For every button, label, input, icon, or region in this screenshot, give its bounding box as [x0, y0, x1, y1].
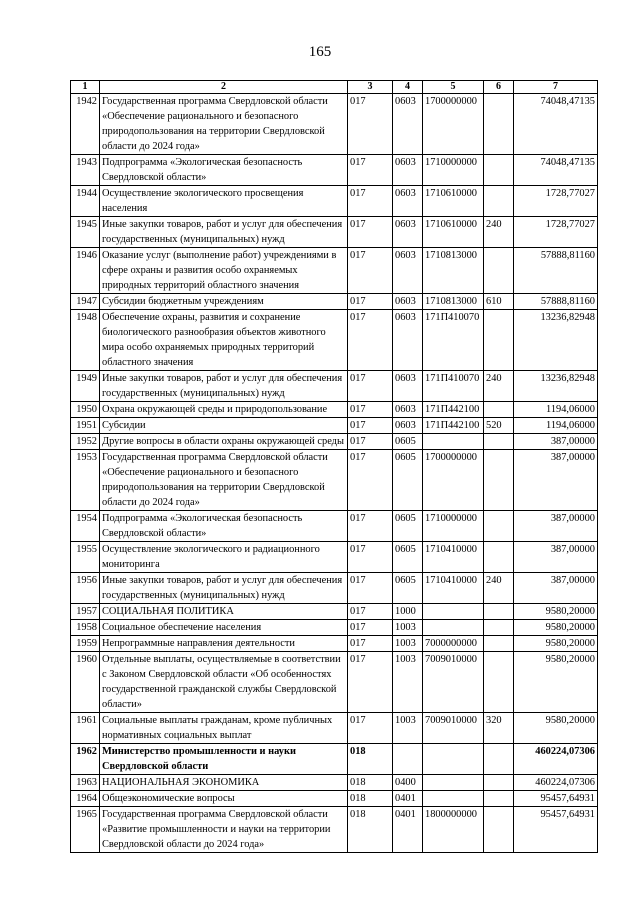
row-expense-type: 240	[484, 573, 514, 604]
row-number: 1942	[71, 94, 100, 155]
row-description: Отдельные выплаты, осуществляемые в соответствии с Законом Свердловской области «Об особенностях государственной гражданской службы Свердловской области»	[100, 652, 348, 713]
row-section-code: 0603	[393, 310, 423, 371]
row-admin-code: 017	[348, 217, 393, 248]
column-header: 3	[348, 81, 393, 94]
row-admin-code: 018	[348, 775, 393, 791]
row-admin-code: 017	[348, 94, 393, 155]
table-header	[71, 81, 598, 94]
row-target-code: 1710610000	[423, 186, 484, 217]
row-section-code: 0603	[393, 186, 423, 217]
table-row	[71, 713, 598, 744]
row-amount: 1728,77027	[514, 186, 598, 217]
row-amount: 9580,20000	[514, 713, 598, 744]
row-number: 1959	[71, 636, 100, 652]
row-expense-type	[484, 155, 514, 186]
row-section-code: 1000	[393, 604, 423, 620]
table-row	[71, 402, 598, 418]
row-number: 1951	[71, 418, 100, 434]
row-number: 1950	[71, 402, 100, 418]
row-description: Иные закупки товаров, работ и услуг для обеспечения государственных (муниципальных) нужд	[100, 217, 348, 248]
row-section-code: 0605	[393, 450, 423, 511]
row-admin-code: 018	[348, 791, 393, 807]
row-description: Непрограммные направления деятельности	[100, 636, 348, 652]
row-section-code: 1003	[393, 652, 423, 713]
row-description: Министерство промышленности и науки Свердловской области	[100, 744, 348, 775]
row-target-code: 7000000000	[423, 636, 484, 652]
row-amount: 387,00000	[514, 573, 598, 604]
row-number: 1945	[71, 217, 100, 248]
table-body	[71, 94, 598, 853]
row-expense-type	[484, 604, 514, 620]
row-expense-type	[484, 620, 514, 636]
row-amount: 13236,82948	[514, 371, 598, 402]
table-row	[71, 94, 598, 155]
row-section-code: 0401	[393, 791, 423, 807]
row-admin-code: 017	[348, 310, 393, 371]
row-section-code	[393, 744, 423, 775]
table-row	[71, 573, 598, 604]
row-target-code	[423, 620, 484, 636]
row-admin-code: 017	[348, 542, 393, 573]
row-amount: 74048,47135	[514, 155, 598, 186]
row-description: Социальные выплаты гражданам, кроме публичных нормативных социальных выплат	[100, 713, 348, 744]
row-expense-type	[484, 402, 514, 418]
row-description: Иные закупки товаров, работ и услуг для обеспечения государственных (муниципальных) нужд	[100, 573, 348, 604]
table-row	[71, 418, 598, 434]
row-number: 1948	[71, 310, 100, 371]
row-amount: 57888,81160	[514, 294, 598, 310]
row-description: НАЦИОНАЛЬНАЯ ЭКОНОМИКА	[100, 775, 348, 791]
row-expense-type: 610	[484, 294, 514, 310]
row-expense-type: 320	[484, 713, 514, 744]
row-amount: 9580,20000	[514, 620, 598, 636]
row-admin-code: 017	[348, 604, 393, 620]
row-admin-code: 017	[348, 652, 393, 713]
row-expense-type	[484, 807, 514, 853]
row-description: Социальное обеспечение населения	[100, 620, 348, 636]
row-expense-type	[484, 450, 514, 511]
header-row	[71, 81, 598, 94]
row-expense-type	[484, 511, 514, 542]
row-amount: 460224,07306	[514, 744, 598, 775]
table-row	[71, 620, 598, 636]
column-header: 6	[484, 81, 514, 94]
table-row	[71, 294, 598, 310]
table-row	[71, 744, 598, 775]
row-amount: 387,00000	[514, 511, 598, 542]
row-section-code: 0605	[393, 573, 423, 604]
row-expense-type	[484, 542, 514, 573]
page-number: 165	[308, 44, 332, 60]
row-description: Осуществление экологического и радиационного мониторинга	[100, 542, 348, 573]
row-expense-type: 240	[484, 217, 514, 248]
row-section-code: 1003	[393, 713, 423, 744]
row-target-code: 171П442100	[423, 402, 484, 418]
row-amount: 9580,20000	[514, 604, 598, 620]
row-section-code: 0603	[393, 155, 423, 186]
row-description: Оказание услуг (выполнение работ) учреждениями в сфере охраны и развития особо охраняемых природных территорий областного значения	[100, 248, 348, 294]
row-target-code: 1700000000	[423, 450, 484, 511]
row-target-code: 1710410000	[423, 542, 484, 573]
row-target-code	[423, 744, 484, 775]
column-header: 5	[423, 81, 484, 94]
row-number: 1960	[71, 652, 100, 713]
table-row	[71, 155, 598, 186]
row-admin-code: 017	[348, 636, 393, 652]
row-section-code: 0603	[393, 294, 423, 310]
budget-table	[70, 80, 598, 853]
row-amount: 1194,06000	[514, 402, 598, 418]
row-target-code: 1700000000	[423, 94, 484, 155]
row-admin-code: 017	[348, 418, 393, 434]
row-admin-code: 017	[348, 573, 393, 604]
row-description: Иные закупки товаров, работ и услуг для обеспечения государственных (муниципальных) нужд	[100, 371, 348, 402]
row-expense-type	[484, 791, 514, 807]
table-row	[71, 371, 598, 402]
table-row	[71, 604, 598, 620]
row-target-code: 1710813000	[423, 248, 484, 294]
row-expense-type	[484, 186, 514, 217]
row-amount: 9580,20000	[514, 636, 598, 652]
row-number: 1954	[71, 511, 100, 542]
row-description: Государственная программа Свердловской области «Обеспечение рационального и безопасного природопользования на территории Свердловской области до 2024 года»	[100, 450, 348, 511]
row-amount: 95457,64931	[514, 807, 598, 853]
row-description: Субсидии бюджетным учреждениям	[100, 294, 348, 310]
row-admin-code: 017	[348, 186, 393, 217]
row-number: 1953	[71, 450, 100, 511]
row-amount: 387,00000	[514, 434, 598, 450]
row-description: Подпрограмма «Экологическая безопасность Свердловской области»	[100, 155, 348, 186]
table-row	[71, 310, 598, 371]
row-description: Государственная программа Свердловской области «Развитие промышленности и науки на территории Свердловской области до 2024 года»	[100, 807, 348, 853]
row-description: Подпрограмма «Экологическая безопасность Свердловской области»	[100, 511, 348, 542]
row-section-code: 0605	[393, 511, 423, 542]
row-number: 1958	[71, 620, 100, 636]
table-row	[71, 636, 598, 652]
row-expense-type	[484, 636, 514, 652]
row-admin-code: 017	[348, 450, 393, 511]
row-number: 1943	[71, 155, 100, 186]
row-section-code: 1003	[393, 636, 423, 652]
row-amount: 95457,64931	[514, 791, 598, 807]
row-admin-code: 017	[348, 511, 393, 542]
row-amount: 74048,47135	[514, 94, 598, 155]
row-admin-code: 017	[348, 155, 393, 186]
row-amount: 9580,20000	[514, 652, 598, 713]
row-expense-type	[484, 94, 514, 155]
row-expense-type	[484, 652, 514, 713]
row-amount: 57888,81160	[514, 248, 598, 294]
column-header: 1	[71, 81, 100, 94]
row-number: 1949	[71, 371, 100, 402]
table-row	[71, 652, 598, 713]
row-number: 1956	[71, 573, 100, 604]
row-description: Субсидии	[100, 418, 348, 434]
row-number: 1962	[71, 744, 100, 775]
row-section-code: 0603	[393, 217, 423, 248]
row-number: 1961	[71, 713, 100, 744]
row-amount: 1728,77027	[514, 217, 598, 248]
row-number: 1947	[71, 294, 100, 310]
row-description: Осуществление экологического просвещения населения	[100, 186, 348, 217]
row-admin-code: 018	[348, 807, 393, 853]
row-number: 1946	[71, 248, 100, 294]
row-admin-code: 017	[348, 402, 393, 418]
row-number: 1955	[71, 542, 100, 573]
row-number: 1952	[71, 434, 100, 450]
row-target-code	[423, 434, 484, 450]
row-target-code: 1710000000	[423, 511, 484, 542]
row-section-code: 0603	[393, 371, 423, 402]
row-description: Другие вопросы в области охраны окружающей среды	[100, 434, 348, 450]
row-description: СОЦИАЛЬНАЯ ПОЛИТИКА	[100, 604, 348, 620]
row-amount: 460224,07306	[514, 775, 598, 791]
row-target-code: 171П410070	[423, 371, 484, 402]
row-section-code: 0400	[393, 775, 423, 791]
row-number: 1944	[71, 186, 100, 217]
row-target-code: 7009010000	[423, 713, 484, 744]
table-row	[71, 791, 598, 807]
row-expense-type	[484, 434, 514, 450]
row-target-code: 171П442100	[423, 418, 484, 434]
row-section-code: 0603	[393, 94, 423, 155]
row-number: 1965	[71, 807, 100, 853]
row-amount: 387,00000	[514, 542, 598, 573]
row-expense-type: 240	[484, 371, 514, 402]
row-target-code: 1710000000	[423, 155, 484, 186]
row-admin-code: 018	[348, 744, 393, 775]
row-expense-type: 520	[484, 418, 514, 434]
row-admin-code: 017	[348, 434, 393, 450]
row-target-code: 1710813000	[423, 294, 484, 310]
table-row	[71, 450, 598, 511]
row-amount: 13236,82948	[514, 310, 598, 371]
row-section-code: 0603	[393, 402, 423, 418]
table-row	[71, 248, 598, 294]
row-section-code: 0603	[393, 248, 423, 294]
row-target-code	[423, 791, 484, 807]
row-amount: 387,00000	[514, 450, 598, 511]
table-row	[71, 186, 598, 217]
row-admin-code: 017	[348, 371, 393, 402]
row-description: Обеспечение охраны, развития и сохранение биологического разнообразия объектов животного мира особо охраняемых природных территорий областного значения	[100, 310, 348, 371]
row-expense-type	[484, 775, 514, 791]
table-row	[71, 434, 598, 450]
column-header: 7	[514, 81, 598, 94]
row-amount: 1194,06000	[514, 418, 598, 434]
row-target-code: 1710410000	[423, 573, 484, 604]
row-description: Охрана окружающей среды и природопользование	[100, 402, 348, 418]
row-expense-type	[484, 744, 514, 775]
row-admin-code: 017	[348, 620, 393, 636]
column-header: 2	[100, 81, 348, 94]
row-expense-type	[484, 310, 514, 371]
row-section-code: 1003	[393, 620, 423, 636]
row-admin-code: 017	[348, 713, 393, 744]
table-row	[71, 542, 598, 573]
column-header: 4	[393, 81, 423, 94]
row-target-code	[423, 604, 484, 620]
row-section-code: 0605	[393, 434, 423, 450]
row-admin-code: 017	[348, 248, 393, 294]
row-number: 1963	[71, 775, 100, 791]
table-row	[71, 511, 598, 542]
row-expense-type	[484, 248, 514, 294]
table-row	[71, 775, 598, 791]
row-description: Государственная программа Свердловской области «Обеспечение рационального и безопасного природопользования на территории Свердловской области до 2024 года»	[100, 94, 348, 155]
row-number: 1957	[71, 604, 100, 620]
row-target-code	[423, 775, 484, 791]
row-section-code: 0603	[393, 418, 423, 434]
table-row	[71, 807, 598, 853]
row-number: 1964	[71, 791, 100, 807]
row-admin-code: 017	[348, 294, 393, 310]
table-row	[71, 217, 598, 248]
row-target-code: 171П410070	[423, 310, 484, 371]
row-section-code: 0605	[393, 542, 423, 573]
row-section-code: 0401	[393, 807, 423, 853]
row-target-code: 7009010000	[423, 652, 484, 713]
row-description: Общеэкономические вопросы	[100, 791, 348, 807]
row-target-code: 1710610000	[423, 217, 484, 248]
row-target-code: 1800000000	[423, 807, 484, 853]
